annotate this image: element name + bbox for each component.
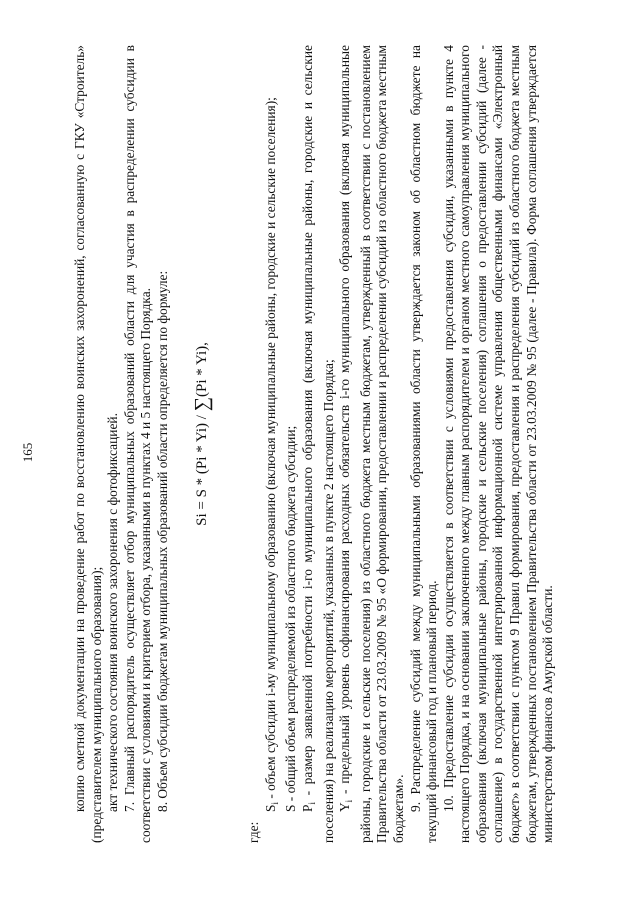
paragraph-9: 9. Распределение субсидий между муниципальными образованиями области утверждается законом об областном бюджете на текущий финансовый год и плановый период.: [407, 45, 440, 843]
paragraph-10: 10. Предоставление субсидии осуществляется в соответствии с условиями предоставления субсидии, указанными в пункте 4 настоящего Порядка, и на основании заключенного между главным распорядителем и органом местного самоуправления муниципального образования (включая муниципальные районы, городские и сельские поселения) соглашения о предоставлении субсидий (далее - соглашение) в государственной интегрированной информационной системе управления общественными финансами «Электронный бюджет» в соответствии с пунктом 9 Правил формирования, предоставления и распределения субсидий из областного бюджета местным бюджетам, утвержденных постановлением Правительства области от 23.03.2009 № 95 (далее - Правила). Форма соглашения утверждается министерством финансов Амурской области.: [440, 45, 556, 843]
subsidy-formula: [190, 45, 213, 843]
definition-s: S - общий объем распределяемой из областного бюджета субсидии;: [283, 425, 299, 812]
sum-symbol: ∑: [190, 397, 213, 412]
paragraph-technical-act: акт технического состояния воинского захоронения с фотофиксацией.: [105, 413, 121, 812]
formula-right: (Pi * Yi),: [193, 342, 210, 397]
page-number: 165: [20, 442, 35, 463]
definition-si: $S_i$ - объем субсидии i-му муниципальному образованию (включая муниципальные районы, городские и сельские поселения);: [262, 97, 280, 812]
paragraph-8: 8. Объем субсидии бюджетам муниципальных образований области определяется по формуле:: [154, 270, 170, 812]
where-label: где:: [246, 821, 262, 843]
paragraph-7: 7. Главный распорядитель осуществляет отбор муниципальных образований области для участия в распределении субсидии в соответствии с условиями и критерием отбора, указанными в пунктах 4 и 5 настоящего Порядка.: [121, 45, 154, 843]
formula-left: Si = S * (Pi * Yi) /: [193, 411, 210, 526]
definition-yi: $Y_i$ - предельный уровень софинансирования расходных обязательств i-го муниципального образования (включая муниципальные районы, городские и сельские поселения) из областного бюджета местным бюджетам, утвержденный в соответствии с постановлением Правительства области от 23.03.2009 № 95 «О формировании, предоставлении и распределении субсидий из областного бюджета местным бюджетам».: [337, 45, 406, 843]
paragraph-estimate-documentation: копию сметной документации на проведение работ по восстановлению воинских захоронений, согласованную с ГКУ «Строитель» (представителем муниципального образования);: [72, 45, 104, 843]
definition-pi: $P_i$ - размер заявленной потребности i-го муниципального образования (включая муниципальные районы, городские и сельские поселения) на реализацию мероприятий, указанных в пункте 2 настоящего Порядка;: [299, 45, 336, 843]
document-body: [72, 45, 557, 843]
